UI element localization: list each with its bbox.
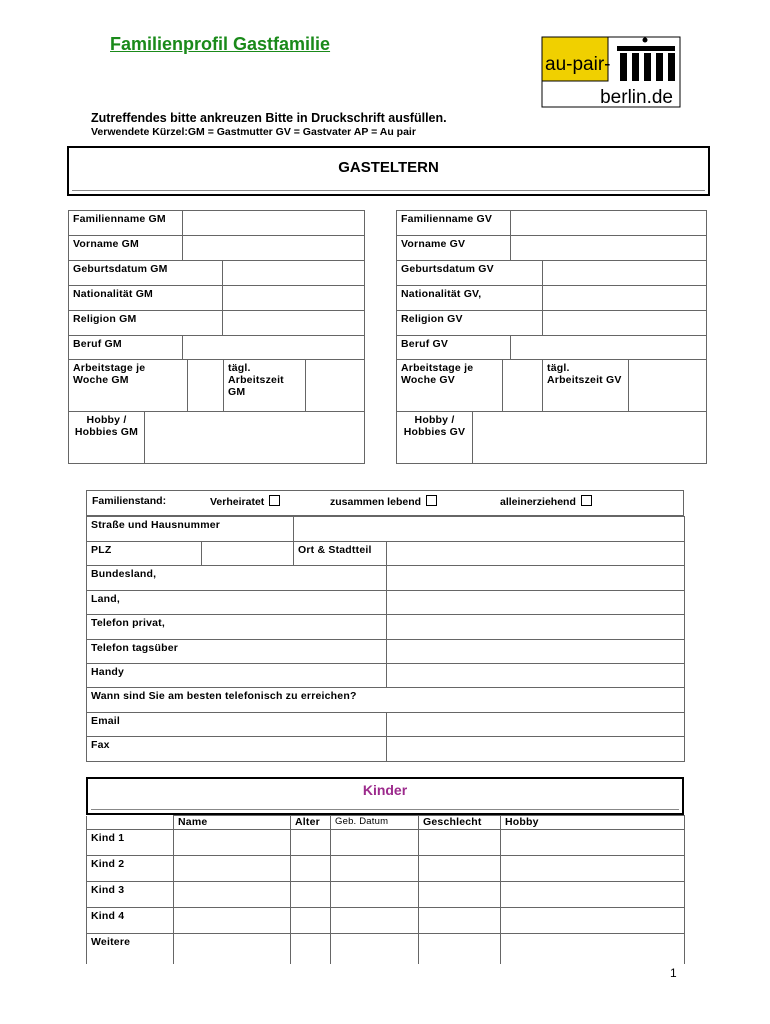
- telefon-privat-field[interactable]: [387, 615, 685, 640]
- gm-nationalitaet-field[interactable]: [223, 286, 365, 311]
- gv-arbeitstage-label: Arbeitstage je Woche GV: [397, 360, 503, 412]
- gm-religion-label: Religion GM: [69, 311, 223, 336]
- gv-beruf-label: Beruf GV: [397, 336, 511, 360]
- weitere-name-field[interactable]: [174, 934, 291, 964]
- gv-vorname-label: Vorname GV: [397, 236, 511, 261]
- kind-3-name-field[interactable]: [174, 882, 291, 908]
- table-row: [87, 908, 685, 934]
- table-row: [87, 830, 685, 856]
- gasteltern-heading: GASTELTERN: [338, 158, 439, 176]
- kind-3-geb-datum-field[interactable]: [331, 882, 419, 908]
- erreichbar-label: Wann sind Sie am besten telefonisch zu erreichen?: [87, 688, 685, 713]
- kind-2-alter-field[interactable]: [291, 856, 331, 882]
- verheiratet-checkbox[interactable]: [269, 495, 280, 506]
- kind-4-alter-field[interactable]: [291, 908, 331, 934]
- kind-1-label: Kind 1: [87, 830, 174, 856]
- land-label: Land,: [87, 591, 387, 615]
- logo-text-line1: au-pair-: [545, 54, 611, 75]
- ort-label: Ort & Stadtteil: [294, 542, 387, 566]
- kinder-col-name: Name: [174, 816, 291, 830]
- intro-instructions: Zutreffendes bitte ankreuzen Bitte in Druckschrift ausfüllen.: [91, 111, 447, 125]
- kind-2-geschlecht-field[interactable]: [419, 856, 501, 882]
- zusammen-lebend-checkbox[interactable]: [426, 495, 437, 506]
- gv-arbeitstage-field[interactable]: [503, 360, 543, 412]
- gm-vorname-field[interactable]: [183, 236, 365, 261]
- kinder-col-hobby: Hobby: [501, 816, 685, 830]
- kinder-col-geb-datum: Geb. Datum: [331, 816, 419, 830]
- handy-label: Handy: [87, 664, 387, 688]
- gv-geburtsdatum-label: Geburtsdatum GV: [397, 261, 543, 286]
- gv-vorname-field[interactable]: [511, 236, 707, 261]
- gv-hobby-label: Hobby / Hobbies GV: [397, 412, 473, 464]
- kind-3-geschlecht-field[interactable]: [419, 882, 501, 908]
- telefon-tagsueber-field[interactable]: [387, 640, 685, 664]
- gm-geburtsdatum-label: Geburtsdatum GM: [69, 261, 223, 286]
- kinder-header-empty: [87, 816, 174, 830]
- option-zusammen-lebend: zusammen lebend: [330, 495, 437, 508]
- email-label: Email: [87, 713, 387, 737]
- kind-1-geschlecht-field[interactable]: [419, 830, 501, 856]
- kind-2-label: Kind 2: [87, 856, 174, 882]
- fax-field[interactable]: [387, 737, 685, 762]
- option-verheiratet: Verheiratet: [210, 495, 280, 508]
- strasse-label: Straße und Hausnummer: [87, 517, 294, 542]
- gm-familienname-label: Familienname GM: [69, 211, 183, 236]
- kind-2-name-field[interactable]: [174, 856, 291, 882]
- gm-religion-field[interactable]: [223, 311, 365, 336]
- alleinerziehend-checkbox[interactable]: [581, 495, 592, 506]
- ort-field[interactable]: [387, 542, 685, 566]
- adresse-table: [86, 516, 685, 566]
- email-field[interactable]: [387, 713, 685, 737]
- gm-beruf-field[interactable]: [183, 336, 365, 360]
- gv-familienname-field[interactable]: [511, 211, 707, 236]
- fax-label: Fax: [87, 737, 387, 762]
- gastvater-table: [396, 210, 707, 360]
- gv-hobby-table: [396, 411, 707, 464]
- gm-beruf-label: Beruf GM: [69, 336, 183, 360]
- gm-hobby-table: [68, 411, 365, 464]
- kinder-col-geschlecht: Geschlecht: [419, 816, 501, 830]
- land-field[interactable]: [387, 591, 685, 615]
- kinder-heading: Kinder: [362, 782, 408, 798]
- kind-1-hobby-field[interactable]: [501, 830, 685, 856]
- kind-4-geschlecht-field[interactable]: [419, 908, 501, 934]
- gv-nationalitaet-label: Nationalität GV,: [397, 286, 543, 311]
- kind-1-name-field[interactable]: [174, 830, 291, 856]
- gv-hobby-field[interactable]: [473, 412, 707, 464]
- gm-hobby-field[interactable]: [145, 412, 365, 464]
- gm-arbeit-table: [68, 359, 365, 412]
- weitere-label: Weitere: [87, 934, 174, 964]
- gv-religion-label: Religion GV: [397, 311, 543, 336]
- familienstand-label: Familienstand:: [92, 495, 167, 507]
- familienstand-row: [86, 490, 684, 516]
- page-title: Familienprofil Gastfamilie: [110, 34, 331, 54]
- gv-arbeitszeit-field[interactable]: [629, 360, 707, 412]
- kind-3-alter-field[interactable]: [291, 882, 331, 908]
- table-row: [87, 934, 685, 964]
- gm-arbeitstage-field[interactable]: [188, 360, 224, 412]
- weitere-alter-field[interactable]: [291, 934, 331, 964]
- gm-geburtsdatum-field[interactable]: [223, 261, 365, 286]
- telefon-tagsueber-label: Telefon tagsüber: [87, 640, 387, 664]
- au-pair-berlin-logo: [541, 36, 681, 108]
- kind-4-geb-datum-field[interactable]: [331, 908, 419, 934]
- kind-1-alter-field[interactable]: [291, 830, 331, 856]
- gv-arbeit-table: [396, 359, 707, 412]
- table-row: [87, 882, 685, 908]
- bundesland-field[interactable]: [387, 566, 685, 591]
- gm-arbeitszeit-label: tägl. Arbeitszeit GM: [224, 360, 306, 412]
- gm-familienname-field[interactable]: [183, 211, 365, 236]
- gastmutter-table: [68, 210, 365, 360]
- gv-arbeitszeit-label: tägl. Arbeitszeit GV: [543, 360, 629, 412]
- gm-arbeitstage-label: Arbeitstage je Woche GM: [69, 360, 188, 412]
- gm-nationalitaet-label: Nationalität GM: [69, 286, 223, 311]
- kind-1-geb-datum-field[interactable]: [331, 830, 419, 856]
- kind-4-name-field[interactable]: [174, 908, 291, 934]
- kontakt-table: [86, 565, 685, 762]
- kind-3-hobby-field[interactable]: [501, 882, 685, 908]
- bundesland-label: Bundesland,: [87, 566, 387, 591]
- page-number: 1: [670, 966, 677, 980]
- logo-text-line2: berlin.de: [600, 87, 673, 108]
- gv-geburtsdatum-field[interactable]: [543, 261, 707, 286]
- kind-3-label: Kind 3: [87, 882, 174, 908]
- gv-nationalitaet-field[interactable]: [543, 286, 707, 311]
- weitere-geschlecht-field[interactable]: [419, 934, 501, 964]
- kinder-header-row: [87, 816, 685, 830]
- handy-field[interactable]: [387, 664, 685, 688]
- kinder-col-alter: Alter: [291, 816, 331, 830]
- kinder-table: [86, 815, 685, 964]
- kind-4-label: Kind 4: [87, 908, 174, 934]
- table-row: [87, 856, 685, 882]
- kinder-heading-box: [86, 777, 684, 815]
- strasse-field[interactable]: [294, 517, 685, 542]
- kind-4-hobby-field[interactable]: [501, 908, 685, 934]
- plz-label: PLZ: [87, 542, 202, 566]
- gm-vorname-label: Vorname GM: [69, 236, 183, 261]
- gm-hobby-label: Hobby / Hobbies GM: [69, 412, 145, 464]
- gv-beruf-field[interactable]: [511, 336, 707, 360]
- intro-abbreviations: Verwendete Kürzel:GM = Gastmutter GV = Gastvater AP = Au pair: [91, 126, 416, 138]
- telefon-privat-label: Telefon privat,: [87, 615, 387, 640]
- kind-2-geb-datum-field[interactable]: [331, 856, 419, 882]
- gv-familienname-label: Familienname GV: [397, 211, 511, 236]
- option-alleinerziehend: alleinerziehend: [500, 495, 592, 508]
- gv-religion-field[interactable]: [543, 311, 707, 336]
- weitere-hobby-field[interactable]: [501, 934, 685, 964]
- plz-field[interactable]: [202, 542, 294, 566]
- gm-arbeitszeit-field[interactable]: [306, 360, 365, 412]
- gasteltern-heading-box: [67, 146, 710, 196]
- kind-2-hobby-field[interactable]: [501, 856, 685, 882]
- weitere-geb-datum-field[interactable]: [331, 934, 419, 964]
